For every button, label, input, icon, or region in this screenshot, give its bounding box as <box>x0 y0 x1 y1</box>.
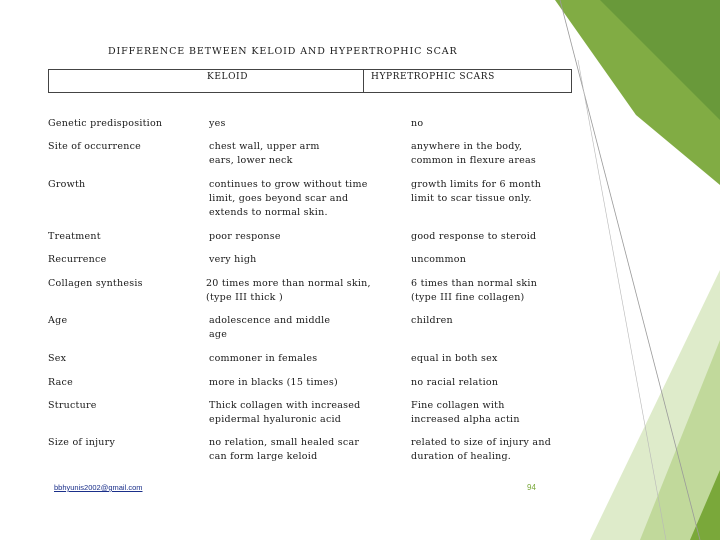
hypertrophic-cell: related to size of injury and duration of healing. <box>411 437 552 462</box>
feature-cell: Site of occurrence <box>48 141 142 152</box>
page-number: 94 <box>527 483 536 492</box>
keloid-cell: yes <box>209 118 226 129</box>
feature-cell: Genetic predisposition <box>48 118 163 129</box>
feature-cell: Age <box>48 315 68 326</box>
keloid-cell: more in blacks (15 times) <box>209 377 338 388</box>
hypertrophic-cell: no racial relation <box>411 377 499 388</box>
feature-cell: Collagen synthesis <box>48 278 143 289</box>
feature-cell: Size of injury <box>48 437 116 448</box>
hypertrophic-cell: equal in both sex <box>411 353 498 364</box>
keloid-cell: chest wall, upper arm ears, lower neck <box>209 141 320 166</box>
feature-cell: Sex <box>48 353 67 364</box>
hypertrophic-cell: children <box>411 315 453 326</box>
hypertrophic-cell: 6 times than normal skin (type III fine collagen) <box>411 278 538 303</box>
keloid-cell: 20 times more than normal skin,(type III thick ) <box>206 278 371 303</box>
feature-cell: Treatment <box>48 231 101 242</box>
header-keloid: KELOID <box>207 72 249 82</box>
table-header <box>48 69 572 93</box>
header-divider <box>363 69 364 93</box>
hypertrophic-cell: Fine collagen with increased alpha actin <box>411 400 520 425</box>
hypertrophic-cell: no <box>411 118 424 129</box>
keloid-cell: poor response <box>209 231 281 242</box>
keloid-cell: continues to grow without time limit, goes beyond scar and extends to normal skin. <box>209 179 368 218</box>
feature-cell: Structure <box>48 400 97 411</box>
hypertrophic-cell: good response to steroid <box>411 231 537 242</box>
page-title: DIFFERENCE BETWEEN KELOID AND HYPERTROPHIC SCAR <box>108 46 458 57</box>
feature-cell: Race <box>48 377 73 388</box>
keloid-cell: commoner in females <box>209 353 318 364</box>
keloid-cell: Thick collagen with increased epidermal hyaluronic acid <box>209 400 361 425</box>
keloid-cell: no relation, small healed scar can form large keloid <box>209 437 360 462</box>
keloid-cell: adolescence and middle age <box>209 315 331 340</box>
author-email-link[interactable]: bbhyunis2002@gmail.com <box>54 483 143 492</box>
hypertrophic-cell: uncommon <box>411 254 467 265</box>
header-hypertrophic: HYPRETROPHIC SCARS <box>371 72 495 82</box>
keloid-cell: very high <box>209 254 257 265</box>
hypertrophic-cell: growth limits for 6 month limit to scar tissue only. <box>411 179 542 204</box>
feature-cell: Growth <box>48 179 86 190</box>
decor-line-2 <box>578 60 666 540</box>
feature-cell: Recurrence <box>48 254 107 265</box>
hypertrophic-cell: anywhere in the body, common in flexure areas <box>411 141 537 166</box>
